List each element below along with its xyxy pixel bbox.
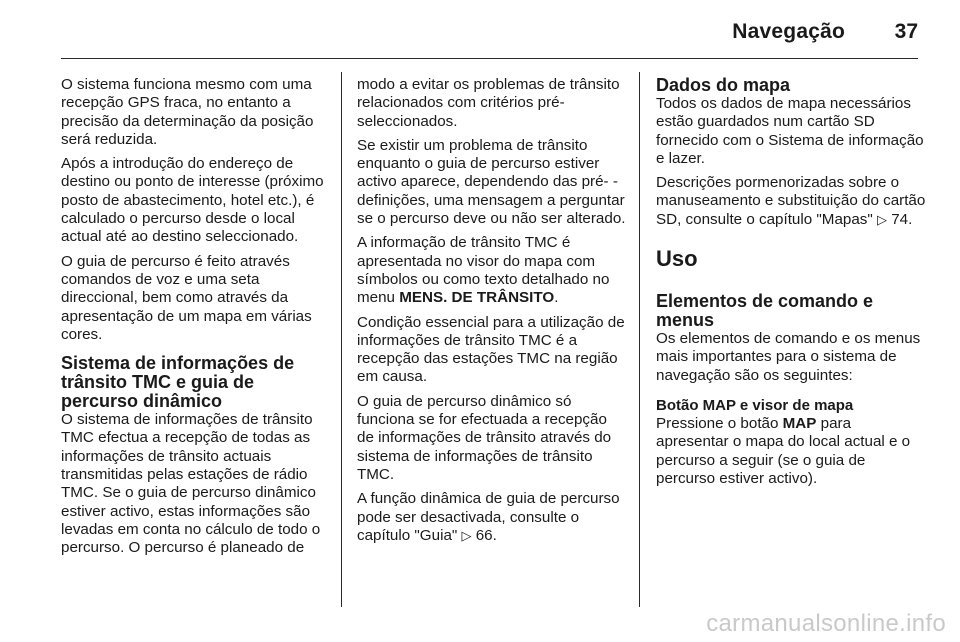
column-divider-1	[341, 72, 342, 607]
column-3	[656, 76, 926, 494]
text-run: para apresentar o mapa do local actual e o percurso a seguir (se o guia de percurso estiver activo).	[656, 414, 911, 487]
paragraph: modo a evitar os problemas de trânsito relacionados com critérios pré-seleccionados.	[357, 76, 620, 130]
paragraph: Todos os dados de mapa necessários estão guardados num cartão SD fornecido com o Sistema de informação e lazer.	[656, 95, 924, 167]
header-divider	[61, 58, 918, 59]
text-run: Descrições pormenorizadas sobre o manuseamento e substituição do cartão SD, consulte o capítulo "Mapas"	[656, 174, 926, 228]
subheading-map-button: Botão MAP e visor de mapa	[656, 396, 854, 414]
text-run: A função dinâmica de guia de percurso pode ser desactivada, consulte o capítulo "Guia"	[357, 490, 620, 544]
text-run: A informação de trânsito TMC é apresentada no visor do mapa com símbolos ou como texto detalhado no menu	[357, 234, 610, 307]
paragraph: O sistema de informações de trânsito TMC efectua a recepção de todas as informações de trânsito actuais transmitidas pelas estações de rádio TMC. Se o guia de percurso dinâmico estiver activo, estas informações são levadas em conta no cálculo de todo o percurso. O percurso é planeado de	[61, 411, 321, 557]
watermark: carmanualsonline.info	[706, 610, 946, 637]
text-run: .	[554, 289, 559, 307]
paragraph: O sistema funciona mesmo com uma recepção GPS fraca, no entanto a precisão da determinação da posição será reduzida.	[61, 76, 314, 148]
paragraph: O guia de percurso dinâmico só funciona se for efectuada a recepção de informações de trânsito através do sistema de informações de trânsito TMC.	[357, 392, 612, 483]
text-run: .	[492, 526, 497, 544]
section-heading-controls: Elementos de comando e menus	[656, 291, 874, 331]
paragraph	[656, 174, 926, 230]
paragraph: Condição essencial para a utilização de informações de trânsito TMC é a recepção das estações TMC na região em causa.	[357, 313, 625, 386]
page-reference-arrow-icon: ▷	[461, 528, 472, 544]
page-reference-arrow-icon: ▷	[877, 212, 887, 228]
paragraph	[656, 415, 926, 488]
paragraph: Os elementos de comando e os menus mais importantes para o sistema de navegação são os seguintes:	[656, 330, 921, 384]
section-heading-tmc: Sistema de informações de trânsito TMC e guia de percurso dinâmico	[61, 353, 295, 412]
text-run: .	[908, 210, 913, 228]
paragraph: Se existir um problema de trânsito enquanto o guia de percurso estiver activo aparece, dependendo das pré- -definições, uma mensagem a perguntar se o percurso deve ou não ser alterado.	[357, 136, 626, 228]
section-title: Navegação	[732, 20, 845, 43]
paragraph: Após a introdução do endereço de destino ou ponto de interesse (próximo posto de abastecimento, hotel etc.), é calculado o percurso desde o local actual até ao destino seleccionado.	[61, 155, 324, 246]
menu-name-bold: MENS. DE TRÂNSITO	[399, 289, 555, 307]
paragraph: O guia de percurso é feito através comandos de voz e uma seta direccional, bem como através da apresentação de um mapa em várias cores.	[61, 252, 312, 343]
paragraph	[357, 234, 627, 307]
main-heading-uso: Uso	[656, 246, 698, 272]
column-divider-2	[639, 72, 640, 607]
page-header	[0, 0, 960, 60]
page-number: 37	[894, 20, 918, 43]
page-reference-link[interactable]: 74	[891, 210, 909, 228]
button-name-bold: MAP	[782, 414, 817, 432]
text-run: Pressione o botão	[656, 414, 783, 432]
section-heading-map-data: Dados do mapa	[656, 75, 791, 95]
page-reference-link[interactable]: 66	[475, 526, 493, 544]
column-2	[357, 76, 627, 552]
paragraph	[357, 490, 627, 546]
column-1	[61, 76, 325, 564]
